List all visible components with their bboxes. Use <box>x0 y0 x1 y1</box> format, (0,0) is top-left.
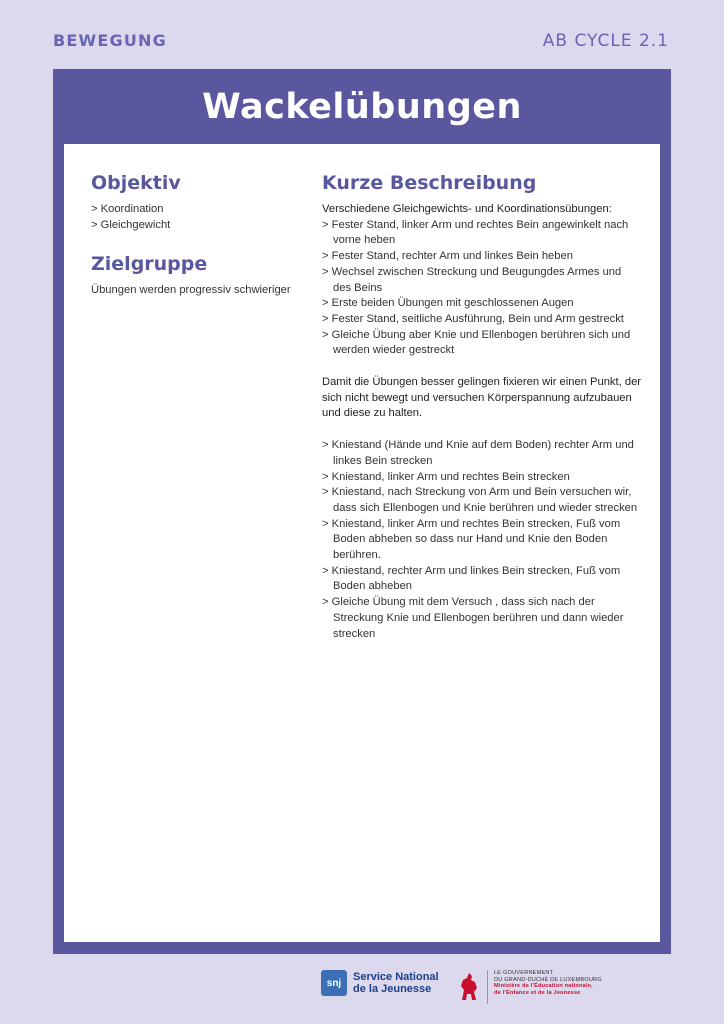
content-frame <box>53 69 671 954</box>
government-logo <box>457 970 602 1004</box>
list-item: > Kniestand, linker Arm und rechtes Bein strecken <box>322 470 570 483</box>
exercise-list-standing <box>322 218 642 359</box>
beschreibung-paragraph: Damit die Übungen besser gelingen fixieren wir einen Punkt, der sich nicht bewegt und versuchen Körperspannung aufzubauen und diese zu halten. <box>322 376 642 420</box>
content-card <box>64 144 660 942</box>
gov-line1: LE GOUVERNEMENT <box>494 970 554 976</box>
zielgruppe-text: Übungen werden progressiv schwieriger <box>91 284 291 297</box>
list-item: > Gleiche Übung mit dem Versuch , dass sich nach der Streckung Knie und Ellenbogen berühren und dann wieder strecken <box>322 596 624 640</box>
list-item: > Wechsel zwischen Streckung und Beugungdes Armes und des Beins <box>322 265 622 294</box>
category-label: BEWEGUNG <box>53 31 167 50</box>
gov-line2: DU GRAND-DUCHÉ DE LUXEMBOURG <box>494 976 602 983</box>
list-item: > Erste beiden Übungen mit geschlossenen Augen <box>322 297 574 310</box>
objektiv-list <box>91 202 301 233</box>
left-column <box>91 172 301 299</box>
beschreibung-intro: Verschiedene Gleichgewichts- und Koordinationsübungen: <box>322 203 612 215</box>
exercise-list-kneeling <box>322 438 642 642</box>
right-column <box>322 172 642 642</box>
snj-name-line2: de la Jeunesse <box>353 983 432 995</box>
list-item: > Kniestand, linker Arm und rechtes Bein strecken, Fuß vom Boden abheben so dass nur Hand und Knie den Boden berühren. <box>322 517 621 562</box>
page-title: Wackelübungen <box>202 87 522 127</box>
gov-line3: Ministère de l'Éducation nationale, <box>494 983 593 990</box>
list-item: > Fester Stand, seitliche Ausführung, Bein und Arm gestreckt <box>322 312 624 325</box>
list-item: > Kniestand (Hände und Knie auf dem Boden) rechter Arm und linkes Bein strecken <box>322 439 634 467</box>
cycle-label: AB CYCLE 2.1 <box>542 31 669 51</box>
objektiv-heading: Objektiv <box>91 172 181 194</box>
zielgruppe-heading: Zielgruppe <box>91 253 208 276</box>
objektiv-item: > Koordination <box>91 203 164 215</box>
list-item: > Gleiche Übung aber Knie und Ellenbogen berühren sich und werden wieder gestreckt <box>322 328 631 357</box>
list-item: > Fester Stand, rechter Arm und linkes Bein heben <box>322 250 573 263</box>
snj-name-line1: Service National <box>353 971 439 983</box>
snj-logo-icon: snj <box>321 970 347 996</box>
snj-logo <box>321 970 439 996</box>
footer <box>0 970 724 1020</box>
list-item: > Kniestand, nach Streckung von Arm und Bein versuchen wir, dass sich Ellenbogen und Knie berühren und wieder strecken <box>322 486 638 514</box>
list-item: > Kniestand, rechter Arm und linkes Bein strecken, Fuß vom Boden abheben <box>322 564 621 593</box>
objektiv-item: > Gleichgewicht <box>91 218 171 231</box>
red-lion-icon <box>457 970 481 1004</box>
beschreibung-heading: Kurze Beschreibung <box>322 172 537 194</box>
list-item: > Fester Stand, linker Arm und rechtes Bein angewinkelt nach vorne heben <box>322 218 629 247</box>
gov-line4: de l'Enfance et de la Jeunesse <box>494 989 581 996</box>
